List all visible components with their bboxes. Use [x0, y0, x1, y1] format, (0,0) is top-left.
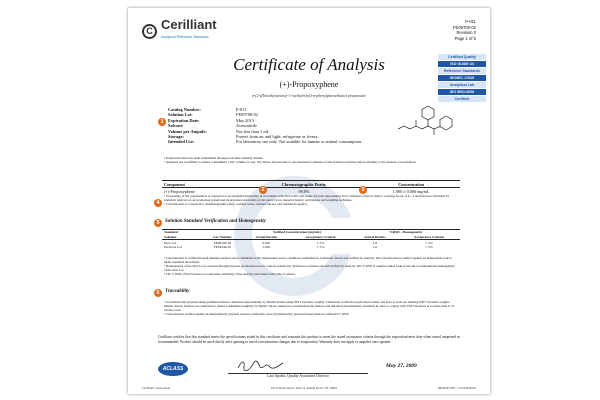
iso-badge: ISO GUIDE 34 [438, 61, 486, 67]
cerilliant-logo [142, 19, 217, 43]
chemical-name: α-(2-(Dimethylamino)-1-methylethyl)-α-phenylphenethanol propanoate [251, 93, 367, 98]
callout-badge-4: 4 [154, 199, 162, 207]
ref-product-code: P-011 [465, 19, 476, 24]
callout-badge-2: 2 [259, 186, 267, 194]
info-row: Storage: Protect from air and light; refrigerate or freeze. [168, 134, 319, 140]
certification-statement: Cerilliant certifies that this standard meets the specifications stated in this certificate and warrants this product to meet the stated acceptance criteria through the expiration/retest date when stored unopened as recommended. Product should be used shortly after opening to avoid concentration changes due to evaporation. Warranty does not apply to ampules once opened. [158, 335, 460, 344]
ref-lot-code: FE09700-02 [452, 24, 476, 30]
document-title: Certificate of Analysis [233, 55, 385, 74]
footer [142, 386, 476, 390]
brand-tagline: Analytical Reference Standards [161, 35, 209, 39]
general-notes: • Expiration Date has been established through real-time stability studies. • Ampules are overfilled to ensure a minimum 1 mL volume (CoA). We advise laboratories to use measured volumes of this standard solution before diluting to the desired concentration. [164, 156, 454, 165]
footer-phone: 800/848-7837 | 512/238-9974 [437, 386, 476, 390]
chemical-structure-icon [388, 104, 468, 138]
footer-address: 811 Paloma Drive, Suite A, Round Rock, TX 78665 [270, 386, 338, 390]
info-row: Catalog Number: P-011 [168, 107, 247, 112]
callout-badge-1: 1 [158, 118, 166, 126]
iso-badge: ISO 9001:2008 [438, 89, 486, 95]
info-row: Volume per Ampule: Not less than 1 mL [168, 128, 270, 134]
certificate-page [128, 8, 490, 394]
signatory-name: Lara Sparks, Quality Assurance Director [267, 374, 329, 378]
traceability-title: Traceability [165, 289, 190, 294]
iso-badge: Analytical Lab [438, 82, 486, 88]
logo-mark-icon: C [142, 24, 157, 39]
info-row: Solution Lot: FE09700-02 [168, 112, 258, 118]
iso-badge: ISO/IEC 17025 [438, 75, 486, 81]
iso-header: Certified Quality [438, 54, 486, 60]
aclass-logo: ACLASS [158, 362, 188, 376]
table-row: Previous Lot FE04249-01 1.005 ± 5% 1.6 ≤ 5% [164, 245, 433, 250]
verification-title: Solution Standard Verification and Homogeneity [165, 219, 266, 224]
signature-icon [236, 358, 286, 372]
info-row: Expiration Date: May 2013 [168, 117, 254, 123]
purity-notes: • Uncertainty of the concentration is expressed as an expanded uncertainty in accordance with ISO/17025 and Guide 34 at the approximate 95% confidence interval using a coverage factor of k = 2 and has been calculated by statistical analysis of our production system and incorporates uncertainty of the purity factor, material density, and balance and weighing technique. • Concentration is corrected for chromatographic purity, residual water, residual solvent, and residual inorganics. [164, 194, 456, 206]
iso-badge: Reference Standards [438, 68, 486, 74]
product-info [168, 107, 362, 145]
table-row: (+)-Propoxyphene 99.8% 1.000 ± 0.006 mg/mL [164, 188, 430, 194]
callout-badge-6: 6 [154, 289, 162, 297]
verification-table: Standard Verified Concentration (mg/mL) %RSD - Homogeneity Solution Lot Number Actual Results Acceptance Criteria Actual Results Acceptance Criteria New Lot FE09700-02 0.997 ± 5% 1.8 ≤ 5% Previous Lot FE04249-01 1.005 ± 5% 1.6 ≤ 5% [162, 229, 460, 250]
purity-table: Component Chromatographic Purity Concentration (+)-Propoxyphene 99.8% 1.000 ± 0.006 mg/mL [162, 180, 460, 194]
verification-notes: • Concentration is verified through multiple analyses and is submitted as the independent source conditions established in evaluation criteria and verified by analysis. The concentration is verified against an independent source under expanded uncertainty. • Homogeneity of the New Lot is assessed through rigorous production process controls statistically analyzed to evaluate risk and verified by analysis. The % RSD of samples pulled from across the lot demonstrates homogeneity of the New Lot. • The % RSD of the Previous Lot represents variability of the analysis performed at the time of release. [164, 256, 456, 276]
info-row: Intended Use: For laboratory use only. Not suitable for human or animal consumption. [168, 139, 363, 145]
brand-name: Cerilliant [161, 17, 217, 32]
footer-company: Cerilliant Corporation [142, 386, 171, 390]
signature-date: May 27, 2009 [386, 363, 417, 369]
reference-block [453, 19, 476, 41]
info-row: Solvent: Acetonitrile [168, 123, 257, 129]
callout-badge-5: 5 [154, 219, 162, 227]
ref-page: Page 1 of 5 [454, 35, 476, 41]
ref-revision: Revision 0 [456, 30, 476, 36]
callout-badge-3: 3 [359, 186, 367, 194]
traceability-notes: • Gravimetrically prepared using qualified balances calibrated semi-annually by Mettler Toledo using NIST traceable weights. Calibration verification performed weekly and prior to each use utilizing NIST traceable weights. Mettler Toledo balances are calibrated to ensure a minimum weighing by Mettler Toledo taking into consideration the balance and installed environmental conditions in order to comply with USP tolerances of no more than 0.1% relative error. • Concentration verified against an independently prepared separate calibration curve gravimetrically prepared using balances calibrated to NIST. [164, 300, 456, 316]
iso-badge: Certified [438, 96, 486, 102]
table-row: New Lot FE09700-02 0.997 ± 5% 1.8 ≤ 5% [164, 240, 433, 245]
product-name: (+)-Propoxyphene [279, 80, 339, 89]
